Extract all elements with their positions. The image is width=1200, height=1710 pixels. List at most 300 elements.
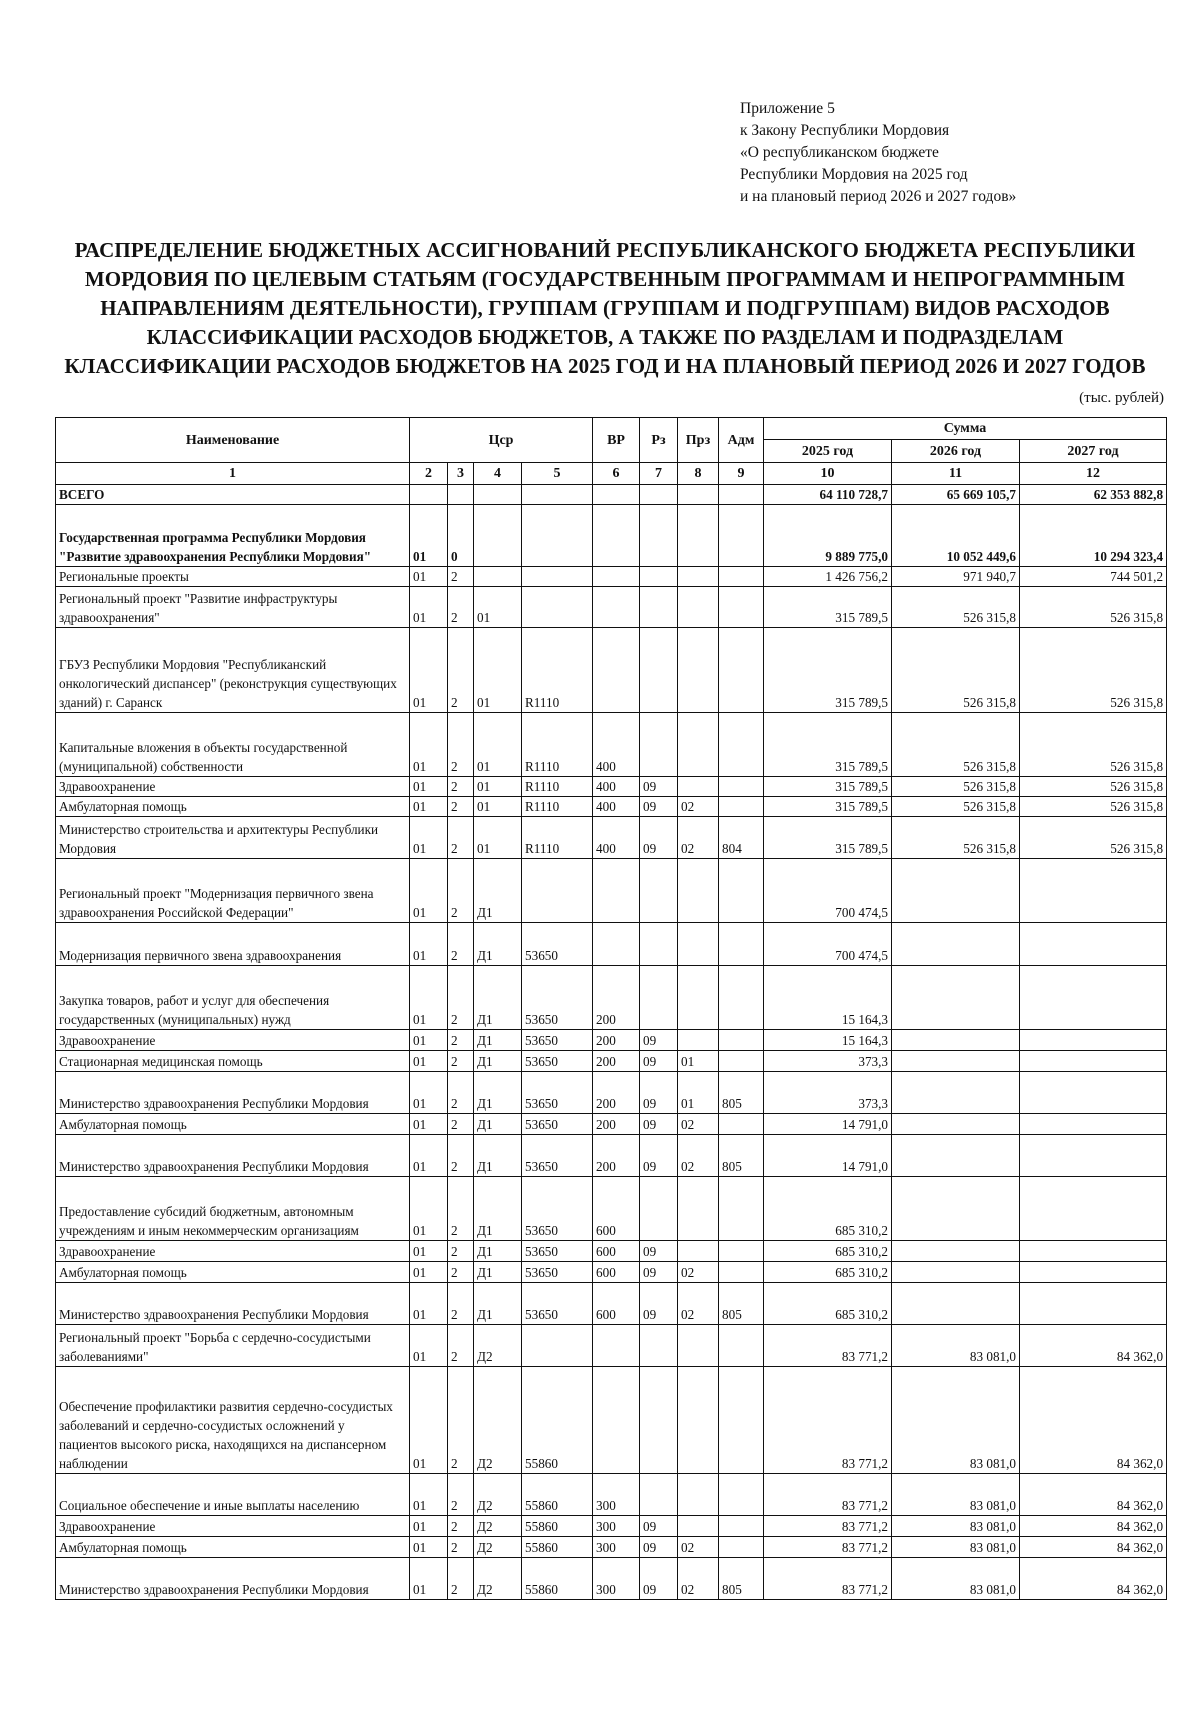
cell-adm — [719, 859, 764, 923]
cell-adm — [719, 1051, 764, 1072]
cell-sum-2025: 315 789,5 — [764, 817, 892, 859]
cell-sum-2025: 685 310,2 — [764, 1262, 892, 1283]
cell-vr: 400 — [593, 817, 640, 859]
cell-prz — [678, 923, 719, 966]
cell-program: 01 — [410, 628, 448, 713]
cell-vr: 300 — [593, 1558, 640, 1600]
cell-program — [410, 485, 448, 505]
cell-sum-2026 — [892, 1072, 1020, 1114]
cell-sum-2026: 83 081,0 — [892, 1367, 1020, 1474]
cell-name: Здравоохранение — [56, 1030, 410, 1051]
table-row — [56, 797, 1167, 817]
cell-sum-2027: 526 315,8 — [1020, 777, 1167, 797]
cell-subprogram: 2 — [448, 1051, 474, 1072]
cell-program: 01 — [410, 505, 448, 567]
cell-prz — [678, 587, 719, 628]
cell-sum-2027: 84 362,0 — [1020, 1325, 1167, 1367]
cell-program: 01 — [410, 859, 448, 923]
header-rz: Рз — [640, 418, 678, 463]
cell-prz: 02 — [678, 1558, 719, 1600]
cell-subprogram: 2 — [448, 1474, 474, 1516]
cell-name: Региональный проект "Борьба с сердечно-сосудистыми заболеваниями" — [56, 1325, 410, 1367]
cell-sum-2027 — [1020, 1114, 1167, 1135]
cell-sum-2026: 83 081,0 — [892, 1474, 1020, 1516]
cell-prz: 01 — [678, 1051, 719, 1072]
cell-adm — [719, 1177, 764, 1241]
header-year-2025: 2025 год — [764, 440, 892, 463]
cell-rz: 09 — [640, 1114, 678, 1135]
cell-prz — [678, 859, 719, 923]
cell-direction: 55860 — [522, 1516, 593, 1537]
table-row — [56, 1537, 1167, 1558]
cell-project: Д1 — [474, 1030, 522, 1051]
cell-sum-2026: 83 081,0 — [892, 1558, 1020, 1600]
cell-project: 01 — [474, 777, 522, 797]
cell-direction: R1110 — [522, 797, 593, 817]
cell-prz — [678, 777, 719, 797]
cell-sum-2025: 83 771,2 — [764, 1558, 892, 1600]
cell-project: Д2 — [474, 1367, 522, 1474]
cell-adm: 805 — [719, 1558, 764, 1600]
cell-prz — [678, 567, 719, 587]
column-number: 7 — [640, 463, 678, 485]
cell-vr: 200 — [593, 1030, 640, 1051]
cell-direction: R1110 — [522, 817, 593, 859]
cell-direction: R1110 — [522, 628, 593, 713]
cell-sum-2025: 14 791,0 — [764, 1114, 892, 1135]
cell-adm — [719, 966, 764, 1030]
cell-vr: 600 — [593, 1177, 640, 1241]
cell-prz — [678, 1177, 719, 1241]
cell-project: 01 — [474, 817, 522, 859]
cell-program: 01 — [410, 1072, 448, 1114]
cell-name: Социальное обеспечение и иные выплаты населению — [56, 1474, 410, 1516]
cell-adm — [719, 628, 764, 713]
cell-sum-2025: 83 771,2 — [764, 1367, 892, 1474]
cell-rz: 09 — [640, 1072, 678, 1114]
appendix-note — [740, 98, 1180, 208]
table-row — [56, 485, 1167, 505]
cell-rz — [640, 587, 678, 628]
cell-vr: 400 — [593, 797, 640, 817]
cell-rz: 09 — [640, 1030, 678, 1051]
cell-project: 01 — [474, 628, 522, 713]
cell-direction — [522, 505, 593, 567]
column-number: 2 — [410, 463, 448, 485]
cell-subprogram: 2 — [448, 1135, 474, 1177]
cell-sum-2026: 971 940,7 — [892, 567, 1020, 587]
cell-prz — [678, 1325, 719, 1367]
table-row — [56, 859, 1167, 923]
cell-name: ГБУЗ Республики Мордовия "Республиканский онкологический диспансер" (реконструкция существующих зданий) г. Саранск — [56, 628, 410, 713]
cell-prz: 01 — [678, 1072, 719, 1114]
cell-prz: 02 — [678, 817, 719, 859]
cell-project — [474, 485, 522, 505]
column-number: 10 — [764, 463, 892, 485]
cell-sum-2025: 373,3 — [764, 1051, 892, 1072]
table-row — [56, 1474, 1167, 1516]
cell-program: 01 — [410, 1283, 448, 1325]
cell-project: 01 — [474, 587, 522, 628]
table-row — [56, 1558, 1167, 1600]
header-year-2027: 2027 год — [1020, 440, 1167, 463]
cell-sum-2025: 315 789,5 — [764, 587, 892, 628]
cell-rz — [640, 713, 678, 777]
column-number: 4 — [474, 463, 522, 485]
cell-sum-2027: 84 362,0 — [1020, 1558, 1167, 1600]
cell-direction — [522, 587, 593, 628]
cell-rz: 09 — [640, 777, 678, 797]
column-number: 12 — [1020, 463, 1167, 485]
cell-prz — [678, 1516, 719, 1537]
cell-sum-2026: 526 315,8 — [892, 587, 1020, 628]
cell-direction: 53650 — [522, 1051, 593, 1072]
cell-sum-2027 — [1020, 923, 1167, 966]
cell-direction — [522, 567, 593, 587]
cell-prz: 02 — [678, 797, 719, 817]
cell-name: Закупка товаров, работ и услуг для обеспечения государственных (муниципальных) нужд — [56, 966, 410, 1030]
cell-rz: 09 — [640, 1283, 678, 1325]
table-row — [56, 1367, 1167, 1474]
cell-name: Модернизация первичного звена здравоохранения — [56, 923, 410, 966]
cell-project: Д1 — [474, 923, 522, 966]
cell-prz — [678, 713, 719, 777]
table-row — [56, 1283, 1167, 1325]
cell-project: Д1 — [474, 966, 522, 1030]
cell-rz: 09 — [640, 1051, 678, 1072]
header-name: Наименование — [56, 418, 410, 463]
cell-sum-2025: 83 771,2 — [764, 1537, 892, 1558]
cell-prz — [678, 485, 719, 505]
cell-direction: 53650 — [522, 966, 593, 1030]
table-row — [56, 1072, 1167, 1114]
table-row — [56, 1516, 1167, 1537]
cell-subprogram: 2 — [448, 1325, 474, 1367]
header-prz: Прз — [678, 418, 719, 463]
cell-direction: R1110 — [522, 777, 593, 797]
cell-program: 01 — [410, 1030, 448, 1051]
cell-prz: 02 — [678, 1262, 719, 1283]
cell-sum-2027: 84 362,0 — [1020, 1474, 1167, 1516]
cell-project: Д1 — [474, 859, 522, 923]
cell-direction: 55860 — [522, 1474, 593, 1516]
header-year-2026: 2026 год — [892, 440, 1020, 463]
cell-name: Капитальные вложения в объекты государственной (муниципальной) собственности — [56, 713, 410, 777]
column-number: 3 — [448, 463, 474, 485]
cell-project: 01 — [474, 713, 522, 777]
column-number: 9 — [719, 463, 764, 485]
cell-rz: 09 — [640, 1262, 678, 1283]
cell-vr: 200 — [593, 1072, 640, 1114]
cell-sum-2025: 83 771,2 — [764, 1516, 892, 1537]
cell-vr — [593, 505, 640, 567]
cell-rz — [640, 1325, 678, 1367]
cell-sum-2027 — [1020, 859, 1167, 923]
cell-sum-2026: 65 669 105,7 — [892, 485, 1020, 505]
cell-vr: 400 — [593, 777, 640, 797]
cell-name: Здравоохранение — [56, 1241, 410, 1262]
cell-name: Государственная программа Республики Мордовия "Развитие здравоохранения Республики Мордовия" — [56, 505, 410, 567]
cell-subprogram: 2 — [448, 567, 474, 587]
cell-sum-2027 — [1020, 1135, 1167, 1177]
cell-sum-2027 — [1020, 1051, 1167, 1072]
title-line: МОРДОВИЯ ПО ЦЕЛЕВЫМ СТАТЬЯМ (ГОСУДАРСТВЕННЫМ ПРОГРАММАМ И НЕПРОГРАММНЫМ — [84, 267, 1126, 291]
cell-rz — [640, 966, 678, 1030]
cell-project: Д1 — [474, 1051, 522, 1072]
cell-sum-2027: 526 315,8 — [1020, 713, 1167, 777]
cell-rz — [640, 1474, 678, 1516]
column-number-row — [56, 463, 1167, 485]
table-row — [56, 628, 1167, 713]
cell-sum-2025: 14 791,0 — [764, 1135, 892, 1177]
budget-table — [55, 417, 1167, 1600]
cell-sum-2027 — [1020, 1072, 1167, 1114]
table-row — [56, 1135, 1167, 1177]
cell-subprogram: 2 — [448, 1558, 474, 1600]
cell-subprogram: 2 — [448, 1241, 474, 1262]
appendix-line: Приложение 5 — [740, 100, 835, 117]
cell-sum-2027: 526 315,8 — [1020, 797, 1167, 817]
cell-sum-2027: 526 315,8 — [1020, 817, 1167, 859]
cell-program: 01 — [410, 923, 448, 966]
cell-adm — [719, 1474, 764, 1516]
cell-direction: 55860 — [522, 1537, 593, 1558]
appendix-line: к Закону Республики Мордовия — [740, 122, 950, 139]
cell-program: 01 — [410, 587, 448, 628]
cell-rz — [640, 485, 678, 505]
cell-sum-2026: 83 081,0 — [892, 1537, 1020, 1558]
cell-prz — [678, 628, 719, 713]
table-row — [56, 777, 1167, 797]
column-number: 5 — [522, 463, 593, 485]
title-line: КЛАССИФИКАЦИИ РАСХОДОВ БЮДЖЕТОВ НА 2025 ГОД И НА ПЛАНОВЫЙ ПЕРИОД 2026 И 2027 ГОДОВ — [64, 354, 1146, 378]
table-row — [56, 923, 1167, 966]
cell-direction: 53650 — [522, 1283, 593, 1325]
cell-sum-2026 — [892, 1177, 1020, 1241]
title-line: КЛАССИФИКАЦИИ РАСХОДОВ БЮДЖЕТОВ, А ТАКЖЕ ПО РАЗДЕЛАМ И ПОДРАЗДЕЛАМ — [146, 325, 1064, 349]
cell-sum-2025: 9 889 775,0 — [764, 505, 892, 567]
cell-project: Д1 — [474, 1241, 522, 1262]
cell-subprogram: 2 — [448, 628, 474, 713]
cell-subprogram: 2 — [448, 1072, 474, 1114]
cell-direction: 55860 — [522, 1558, 593, 1600]
cell-sum-2027: 744 501,2 — [1020, 567, 1167, 587]
cell-sum-2025: 685 310,2 — [764, 1241, 892, 1262]
cell-sum-2027: 10 294 323,4 — [1020, 505, 1167, 567]
cell-adm — [719, 485, 764, 505]
cell-vr — [593, 567, 640, 587]
cell-program: 01 — [410, 797, 448, 817]
cell-sum-2026 — [892, 1030, 1020, 1051]
cell-project: Д1 — [474, 1283, 522, 1325]
cell-rz: 09 — [640, 1537, 678, 1558]
header-vr: ВР — [593, 418, 640, 463]
cell-vr: 400 — [593, 713, 640, 777]
cell-adm — [719, 1241, 764, 1262]
cell-sum-2025: 700 474,5 — [764, 859, 892, 923]
table-row — [56, 1325, 1167, 1367]
cell-sum-2026 — [892, 1051, 1020, 1072]
cell-subprogram: 2 — [448, 1283, 474, 1325]
appendix-line: Республики Мордовия на 2025 год — [740, 166, 968, 183]
cell-vr — [593, 485, 640, 505]
cell-program: 01 — [410, 1262, 448, 1283]
cell-sum-2025: 700 474,5 — [764, 923, 892, 966]
cell-sum-2026 — [892, 1283, 1020, 1325]
cell-subprogram: 2 — [448, 797, 474, 817]
cell-rz — [640, 859, 678, 923]
cell-program: 01 — [410, 713, 448, 777]
cell-prz — [678, 966, 719, 1030]
cell-vr: 200 — [593, 1051, 640, 1072]
cell-rz: 09 — [640, 1241, 678, 1262]
cell-subprogram: 2 — [448, 817, 474, 859]
cell-name: Амбулаторная помощь — [56, 1114, 410, 1135]
cell-name: Здравоохранение — [56, 1516, 410, 1537]
cell-sum-2026 — [892, 1114, 1020, 1135]
cell-name: Министерство здравоохранения Республики Мордовия — [56, 1283, 410, 1325]
cell-program: 01 — [410, 1135, 448, 1177]
cell-subprogram: 2 — [448, 966, 474, 1030]
cell-sum-2026: 526 315,8 — [892, 628, 1020, 713]
cell-sum-2025: 64 110 728,7 — [764, 485, 892, 505]
cell-project: Д2 — [474, 1474, 522, 1516]
cell-name: Региональный проект "Развитие инфраструктуры здравоохранения" — [56, 587, 410, 628]
cell-vr: 600 — [593, 1241, 640, 1262]
cell-vr: 300 — [593, 1537, 640, 1558]
cell-rz: 09 — [640, 1516, 678, 1537]
cell-subprogram: 2 — [448, 1114, 474, 1135]
cell-sum-2025: 83 771,2 — [764, 1325, 892, 1367]
cell-direction — [522, 1325, 593, 1367]
header-sum: Сумма — [764, 418, 1167, 440]
cell-prz: 02 — [678, 1283, 719, 1325]
cell-sum-2026 — [892, 859, 1020, 923]
cell-direction: 53650 — [522, 923, 593, 966]
cell-sum-2025: 15 164,3 — [764, 966, 892, 1030]
cell-sum-2027 — [1020, 1177, 1167, 1241]
cell-prz — [678, 1241, 719, 1262]
cell-prz — [678, 1474, 719, 1516]
table-body — [56, 485, 1167, 1600]
table-row — [56, 713, 1167, 777]
cell-program: 01 — [410, 567, 448, 587]
cell-adm — [719, 1516, 764, 1537]
cell-subprogram: 2 — [448, 1030, 474, 1051]
cell-direction: 53650 — [522, 1177, 593, 1241]
cell-program: 01 — [410, 1367, 448, 1474]
cell-adm — [719, 1537, 764, 1558]
cell-name: Амбулаторная помощь — [56, 1537, 410, 1558]
cell-vr: 200 — [593, 1114, 640, 1135]
cell-project: Д2 — [474, 1537, 522, 1558]
cell-adm — [719, 713, 764, 777]
cell-adm — [719, 777, 764, 797]
cell-adm — [719, 923, 764, 966]
cell-subprogram — [448, 485, 474, 505]
cell-adm — [719, 797, 764, 817]
column-number: 8 — [678, 463, 719, 485]
column-number: 6 — [593, 463, 640, 485]
cell-sum-2025: 83 771,2 — [764, 1474, 892, 1516]
title-line: РАСПРЕДЕЛЕНИЕ БЮДЖЕТНЫХ АССИГНОВАНИЙ РЕСПУБЛИКАНСКОГО БЮДЖЕТА РЕСПУБЛИКИ — [74, 238, 1136, 262]
table-row — [56, 505, 1167, 567]
cell-subprogram: 2 — [448, 1367, 474, 1474]
cell-direction — [522, 859, 593, 923]
cell-vr: 300 — [593, 1474, 640, 1516]
cell-direction: 53650 — [522, 1241, 593, 1262]
cell-sum-2026 — [892, 1135, 1020, 1177]
cell-subprogram: 2 — [448, 1262, 474, 1283]
cell-direction: 53650 — [522, 1072, 593, 1114]
cell-project: Д1 — [474, 1177, 522, 1241]
cell-adm — [719, 1262, 764, 1283]
cell-project: Д1 — [474, 1262, 522, 1283]
cell-project: Д2 — [474, 1325, 522, 1367]
cell-project: Д1 — [474, 1135, 522, 1177]
cell-sum-2025: 15 164,3 — [764, 1030, 892, 1051]
cell-name: Региональный проект "Модернизация первичного звена здравоохранения Российской Федерации" — [56, 859, 410, 923]
cell-name: Министерство здравоохранения Республики Мордовия — [56, 1072, 410, 1114]
cell-name: Предоставление субсидий бюджетным, автономным учреждениям и иным некоммерческим организациям — [56, 1177, 410, 1241]
cell-prz — [678, 1030, 719, 1051]
cell-program: 01 — [410, 777, 448, 797]
cell-vr — [593, 587, 640, 628]
cell-rz — [640, 628, 678, 713]
cell-prz — [678, 1367, 719, 1474]
cell-vr — [593, 628, 640, 713]
cell-sum-2025: 373,3 — [764, 1072, 892, 1114]
table-row — [56, 1030, 1167, 1051]
cell-sum-2025: 685 310,2 — [764, 1177, 892, 1241]
cell-vr: 600 — [593, 1283, 640, 1325]
cell-sum-2025: 1 426 756,2 — [764, 567, 892, 587]
cell-prz: 02 — [678, 1114, 719, 1135]
cell-sum-2025: 315 789,5 — [764, 797, 892, 817]
cell-direction — [522, 485, 593, 505]
cell-vr — [593, 859, 640, 923]
document-title — [40, 236, 1170, 381]
cell-subprogram: 2 — [448, 923, 474, 966]
cell-sum-2027: 526 315,8 — [1020, 587, 1167, 628]
cell-vr — [593, 1325, 640, 1367]
cell-rz: 09 — [640, 817, 678, 859]
cell-subprogram: 2 — [448, 713, 474, 777]
cell-adm — [719, 1367, 764, 1474]
cell-sum-2026: 526 315,8 — [892, 713, 1020, 777]
cell-adm — [719, 1114, 764, 1135]
cell-name: Амбулаторная помощь — [56, 1262, 410, 1283]
cell-project: Д2 — [474, 1516, 522, 1537]
cell-adm: 804 — [719, 817, 764, 859]
cell-adm — [719, 1030, 764, 1051]
appendix-line: «О республиканском бюджете — [740, 144, 939, 161]
cell-rz: 09 — [640, 797, 678, 817]
cell-sum-2026 — [892, 923, 1020, 966]
cell-vr: 200 — [593, 966, 640, 1030]
cell-sum-2026: 10 052 449,6 — [892, 505, 1020, 567]
table-row — [56, 1177, 1167, 1241]
cell-name: Обеспечение профилактики развития сердечно-сосудистых заболеваний и сердечно-сосудистых осложнений у пациентов высокого риска, находящихся на диспансерном наблюдении — [56, 1367, 410, 1474]
cell-rz — [640, 1177, 678, 1241]
table-row — [56, 1241, 1167, 1262]
cell-sum-2026: 526 315,8 — [892, 777, 1020, 797]
cell-project: Д1 — [474, 1114, 522, 1135]
cell-adm — [719, 505, 764, 567]
cell-sum-2027 — [1020, 1030, 1167, 1051]
cell-direction: 53650 — [522, 1135, 593, 1177]
cell-project: 01 — [474, 797, 522, 817]
